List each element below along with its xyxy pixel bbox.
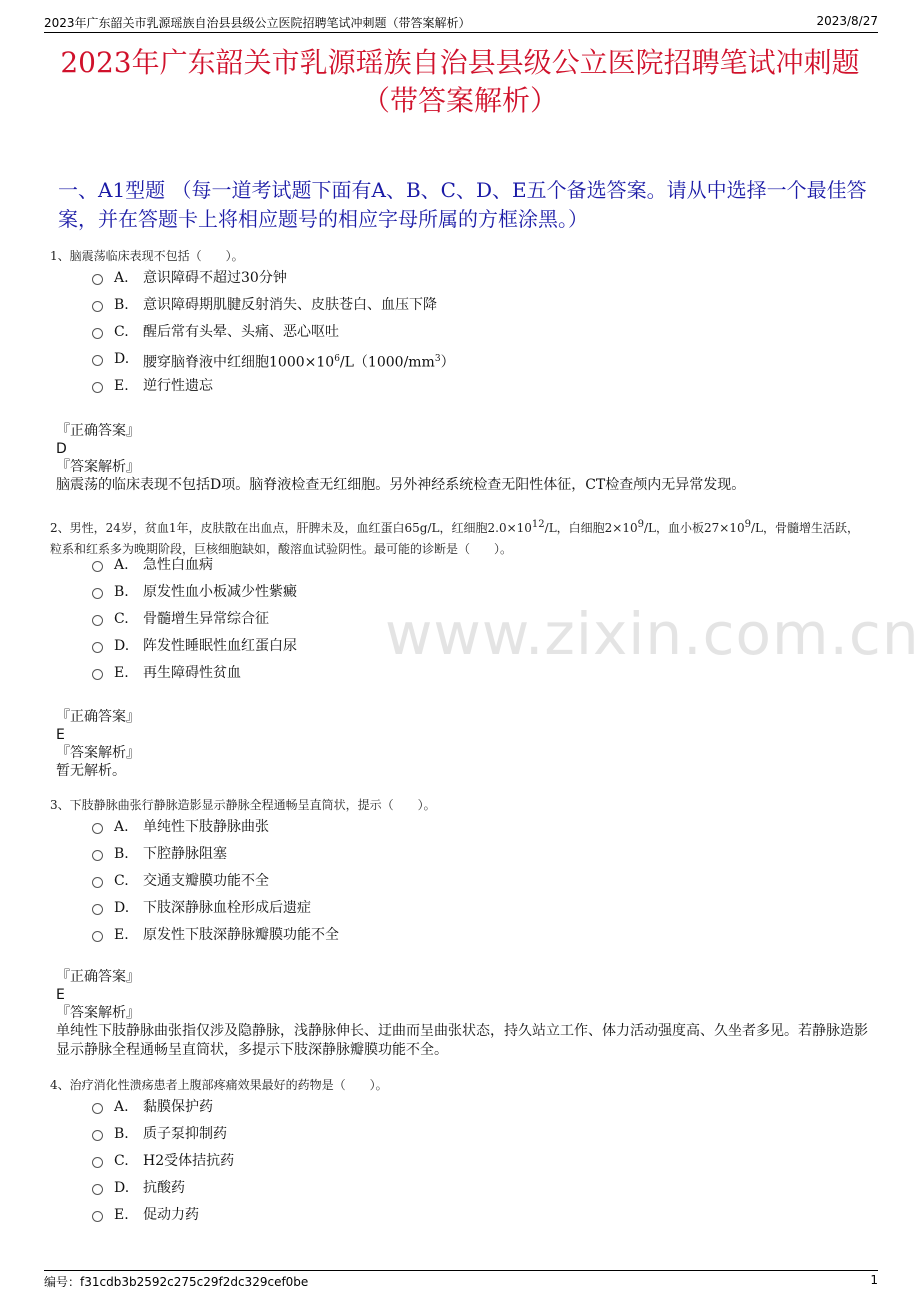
analysis-text: 单纯性下肢静脉曲张指仅涉及隐静脉，浅静脉伸长、迂曲而呈曲张状态，持久站立工作、体力活动强度高、久坐者多见。若静脉造影显示静脉全程通畅呈直筒状，多提示下肢深静脉瓣膜功能不全。: [56, 1023, 868, 1058]
section-heading: 一、A1型题 （每一道考试题下面有A、B、C、D、E五个备选答案。请从中选择一个最佳答案，并在答题卡上将相应题号的相应字母所属的方框涂黑。）: [58, 178, 867, 231]
radio-icon[interactable]: [92, 877, 103, 888]
question-4-stem: 4、治疗消化性溃疡患者上腹部疼痛效果最好的药物是（ ）。: [50, 1078, 388, 1092]
radio-icon[interactable]: [92, 904, 103, 915]
page-header: [44, 12, 878, 33]
question-1-stem: 1、脑震荡临床表现不包括（ ）。: [50, 249, 244, 263]
document-title: 2023年广东韶关市乳源瑶族自治县县级公立医院招聘笔试冲刺题（带答案解析）: [60, 46, 860, 117]
radio-icon[interactable]: [92, 1130, 103, 1141]
radio-icon[interactable]: [92, 301, 103, 312]
question-2-answer-block: [56, 708, 876, 781]
question-2-stem: 2、男性，24岁，贫血1年，皮肤散在出血点，肝脾未及，血红蛋白65g/L，红细胞$2.0\times 10^{12}/L$，白细胞$2\times 10^9/L$，血小板$27\times 10^9/L$，骨髓增生活跃，粒系和红系多为晚期阶段，巨核细胞缺如，酸溶血试验阴性。最可能的诊断是（ ）。: [50, 519, 860, 556]
question-3-stem: 3、下肢静脉曲张行静脉造影显示静脉全程通畅呈直筒状，提示（ ）。: [50, 798, 436, 812]
page-footer: [44, 1270, 878, 1291]
radio-icon[interactable]: [92, 1184, 103, 1195]
answer-value: D: [56, 441, 67, 457]
radio-icon[interactable]: [92, 642, 103, 653]
radio-icon[interactable]: [92, 274, 103, 285]
answer-label: 『正确答案』: [56, 969, 140, 985]
analysis-label: 『答案解析』: [56, 745, 140, 761]
radio-icon[interactable]: [92, 588, 103, 599]
radio-icon[interactable]: [92, 850, 103, 861]
analysis-text: 暂无解析。: [56, 763, 126, 779]
answer-label: 『正确答案』: [56, 709, 140, 725]
answer-value: E: [56, 987, 65, 1003]
question-3-answer-block: [56, 968, 876, 1060]
radio-icon[interactable]: [92, 823, 103, 834]
radio-icon[interactable]: [92, 328, 103, 339]
radio-icon[interactable]: [92, 931, 103, 942]
radio-icon[interactable]: [92, 669, 103, 680]
analysis-label: 『答案解析』: [56, 459, 140, 475]
analysis-label: 『答案解析』: [56, 1005, 140, 1021]
radio-icon[interactable]: [92, 1103, 103, 1114]
answer-label: 『正确答案』: [56, 423, 140, 439]
radio-icon[interactable]: [92, 1211, 103, 1222]
question-1-answer-block: [56, 422, 876, 495]
watermark: www.zixin.com.cn: [385, 600, 920, 668]
page-number: 1: [870, 1273, 878, 1287]
radio-icon[interactable]: [92, 561, 103, 572]
radio-icon[interactable]: [92, 615, 103, 626]
header-doc-title: 2023年广东韶关市乳源瑶族自治县县级公立医院招聘笔试冲刺题（带答案解析）: [44, 16, 471, 30]
radio-icon[interactable]: [92, 1157, 103, 1168]
header-date: 2023/8/27: [816, 14, 878, 28]
answer-value: E: [56, 727, 65, 743]
radio-icon[interactable]: [92, 355, 103, 366]
radio-icon[interactable]: [92, 382, 103, 393]
document-code: 编号：f31cdb3b2592c275c29f2dc329cef0be: [44, 1275, 309, 1289]
analysis-text: 脑震荡的临床表现不包括D项。脑脊液检查无红细胞。另外神经系统检查无阳性体征，CT检查颅内无异常发现。: [56, 477, 746, 493]
